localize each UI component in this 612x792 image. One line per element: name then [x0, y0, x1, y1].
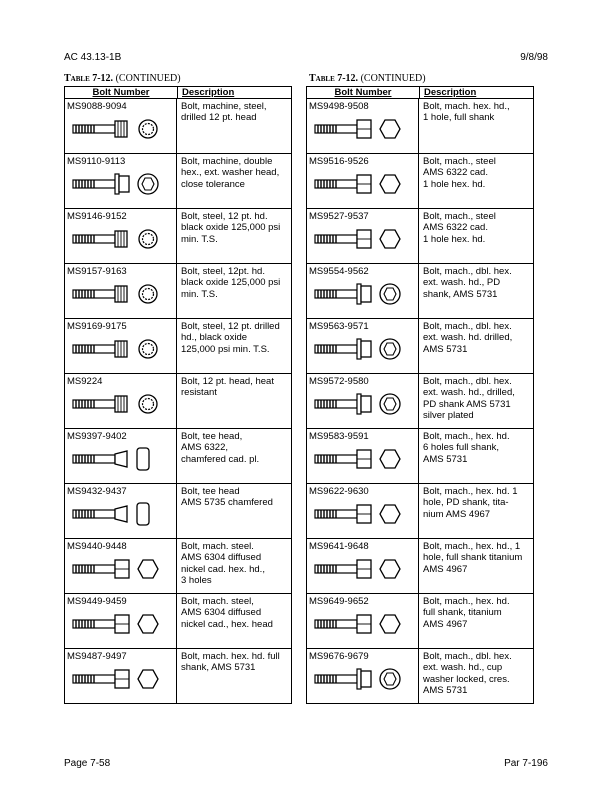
bolt-description: Bolt, 12 pt. head, heat resistant: [181, 376, 274, 399]
hex-head-icon: [313, 445, 405, 478]
hex-head-icon: [313, 555, 405, 588]
table-caption-label: Table 7-12.: [309, 73, 359, 84]
col-header-bolt-number: Bolt Number: [65, 87, 178, 98]
bolt-number-cell: [65, 264, 177, 318]
bolt-number: MS9527-9537: [309, 211, 369, 222]
double-hex-head-icon: [313, 335, 405, 368]
bolt-number: MS9157-9163: [67, 266, 127, 277]
table-row: [307, 99, 533, 154]
double-hex-head-icon: [313, 280, 405, 313]
double-hex-head-icon: [313, 390, 405, 423]
bolt-number-cell: [65, 594, 177, 648]
twelve-point-head-icon: [71, 335, 163, 368]
table-header: [307, 87, 533, 99]
bolt-number: MS9649-9652: [309, 596, 369, 607]
table-row: [307, 429, 533, 484]
hex-head-icon: [313, 225, 405, 258]
bolt-number-cell: [65, 154, 177, 208]
bolt-number: MS9622-9630: [309, 486, 369, 497]
table-row: [65, 209, 291, 264]
bolt-number: MS9676-9679: [309, 651, 369, 662]
bolt-description: Bolt, mach., hex. hd., 1 hole, full shank titanium AMS 4967: [423, 541, 523, 575]
table-row: [65, 429, 291, 484]
bolt-number-cell: [307, 319, 419, 373]
bolt-number-cell: [307, 539, 419, 593]
table-row: [307, 484, 533, 539]
bolt-number: MS9169-9175: [67, 321, 127, 332]
col-header-description: Description: [182, 87, 235, 98]
table-row: [65, 264, 291, 319]
table-caption-left: [64, 73, 181, 84]
twelve-point-head-icon: [71, 280, 163, 313]
bolt-number-cell: [65, 374, 177, 428]
hex-head-icon: [313, 115, 405, 148]
bolt-number: MS9440-9448: [67, 541, 127, 552]
bolt-number-cell: [65, 539, 177, 593]
bolt-description: Bolt, mach., hex. hd. 6 holes full shank, AMS 5731: [423, 431, 510, 465]
bolt-description: Bolt, mach. steel. AMS 6304 diffused nickel cad. hex. hd., 3 holes: [181, 541, 265, 586]
bolt-description: Bolt, mach., dbl. hex. ext. wash. hd., drilled, PD shank AMS 5731 silver plated: [423, 376, 515, 421]
table-row: [65, 649, 291, 704]
bolt-number-cell: [65, 319, 177, 373]
table-row: [65, 539, 291, 594]
bolt-number-cell: [307, 429, 419, 483]
table-caption-text: (CONTINUED): [360, 73, 426, 84]
bolt-number-cell: [65, 429, 177, 483]
bolt-description: Bolt, steel, 12 pt. hd. black oxide 125,000 psi min. T.S.: [181, 211, 281, 245]
bolt-number-cell: [65, 484, 177, 538]
double-hex-head-icon: [71, 170, 163, 203]
bolt-description: Bolt, steel, 12pt. hd. black oxide 125,000 psi min. T.S.: [181, 266, 281, 300]
bolt-number-cell: [307, 594, 419, 648]
bolt-number: MS9432-9437: [67, 486, 127, 497]
bolt-description: Bolt, mach., hex. hd. full shank, titanium AMS 4967: [423, 596, 510, 630]
bolt-description: Bolt, mach., steel AMS 6322 cad. 1 hole hex. hd.: [423, 211, 496, 245]
table-row: [65, 99, 291, 154]
table-row: [307, 209, 533, 264]
table-row: [307, 319, 533, 374]
hex-head-icon: [313, 500, 405, 533]
table-row: [65, 484, 291, 539]
bolt-description: Bolt, steel, 12 pt. drilled hd., black oxide 125,000 psi min. T.S.: [181, 321, 280, 355]
bolt-number: MS9516-9526: [309, 156, 369, 167]
document-date: 9/8/98: [520, 52, 548, 63]
bolt-description: Bolt, mach., dbl. hex. ext. wash. hd. drilled, AMS 5731: [423, 321, 513, 355]
bolt-number: MS9554-9562: [309, 266, 369, 277]
bolt-number-cell: [307, 484, 419, 538]
table-row: [65, 594, 291, 649]
bolt-number: MS9449-9459: [67, 596, 127, 607]
bolt-number-cell: [307, 264, 419, 318]
bolt-number-cell: [65, 209, 177, 263]
bolt-number: MS9397-9402: [67, 431, 127, 442]
bolt-description: Bolt, machine, double hex., ext. washer head, close tolerance: [181, 156, 280, 190]
table-row: [307, 374, 533, 429]
bolt-number-cell: [307, 209, 419, 263]
hex-head-icon: [313, 170, 405, 203]
col-header-bolt-number: Bolt Number: [307, 87, 420, 98]
table-row: [65, 154, 291, 209]
table-row: [307, 154, 533, 209]
table-caption-right: [309, 73, 426, 84]
bolt-description: Bolt, mach., hex. hd. 1 hole, PD shank, tita- nium AMS 4967: [423, 486, 518, 520]
hex-head-icon: [313, 610, 405, 643]
bolt-description: Bolt, tee head AMS 5735 chamfered: [181, 486, 273, 509]
bolt-description: Bolt, mach. hex. hd. full shank, AMS 5731: [181, 651, 280, 674]
bolt-number-cell: [65, 99, 177, 153]
bolt-number: MS9583-9591: [309, 431, 369, 442]
table-row: [307, 594, 533, 649]
bolt-number-cell: [307, 374, 419, 428]
bolt-number-cell: [307, 99, 419, 153]
bolt-table-right: [306, 86, 534, 704]
tee-head-icon: [71, 445, 163, 478]
bolt-number-cell: [65, 649, 177, 704]
bolt-number: MS9487-9497: [67, 651, 127, 662]
hex-head-icon: [71, 665, 163, 698]
bolt-description: Bolt, mach., dbl. hex. ext. wash. hd., PD shank, AMS 5731: [423, 266, 512, 300]
table-row: [307, 649, 533, 704]
table-row: [307, 264, 533, 319]
bolt-number: MS9641-9648: [309, 541, 369, 552]
bolt-number: MS9110-9113: [67, 156, 126, 167]
bolt-number: MS9572-9580: [309, 376, 369, 387]
table-header: [65, 87, 291, 99]
bolt-number: MS9146-9152: [67, 211, 127, 222]
tee-head-icon: [71, 500, 163, 533]
bolt-number-cell: [307, 154, 419, 208]
bolt-description: Bolt, tee head, AMS 6322, chamfered cad. pl.: [181, 431, 260, 465]
bolt-number-cell: [307, 649, 419, 704]
bolt-table-left: [64, 86, 292, 704]
bolt-number: MS9498-9508: [309, 101, 369, 112]
bolt-description: Bolt, machine, steel, drilled 12 pt. head: [181, 101, 267, 124]
table-caption-label: Table 7-12.: [64, 73, 114, 84]
bolt-number: MS9224: [67, 376, 103, 387]
page-number: Page 7-58: [64, 758, 111, 769]
bolt-description: Bolt, mach., dbl. hex. ext. wash. hd., cup washer locked, cres. AMS 5731: [423, 651, 512, 696]
table-caption-text: (CONTINUED): [115, 73, 181, 84]
twelve-point-head-icon: [71, 390, 163, 423]
hex-head-icon: [71, 610, 163, 643]
twelve-point-head-icon: [71, 115, 163, 148]
hex-head-icon: [71, 555, 163, 588]
paragraph-reference: Par 7-196: [504, 758, 548, 769]
table-row: [65, 374, 291, 429]
table-row: [307, 539, 533, 594]
bolt-description: Bolt, mach., steel AMS 6322 cad. 1 hole hex. hd.: [423, 156, 496, 190]
bolt-description: Bolt, mach. steel, AMS 6304 diffused nickel cad., hex. head: [181, 596, 273, 630]
table-row: [65, 319, 291, 374]
document-id: AC 43.13-1B: [64, 52, 122, 63]
bolt-description: Bolt, mach. hex. hd., 1 hole, full shank: [423, 101, 510, 124]
double-hex-head-icon: [313, 665, 405, 698]
col-header-description: Description: [424, 87, 477, 98]
bolt-number: MS9088-9094: [67, 101, 127, 112]
bolt-number: MS9563-9571: [309, 321, 369, 332]
twelve-point-head-icon: [71, 225, 163, 258]
